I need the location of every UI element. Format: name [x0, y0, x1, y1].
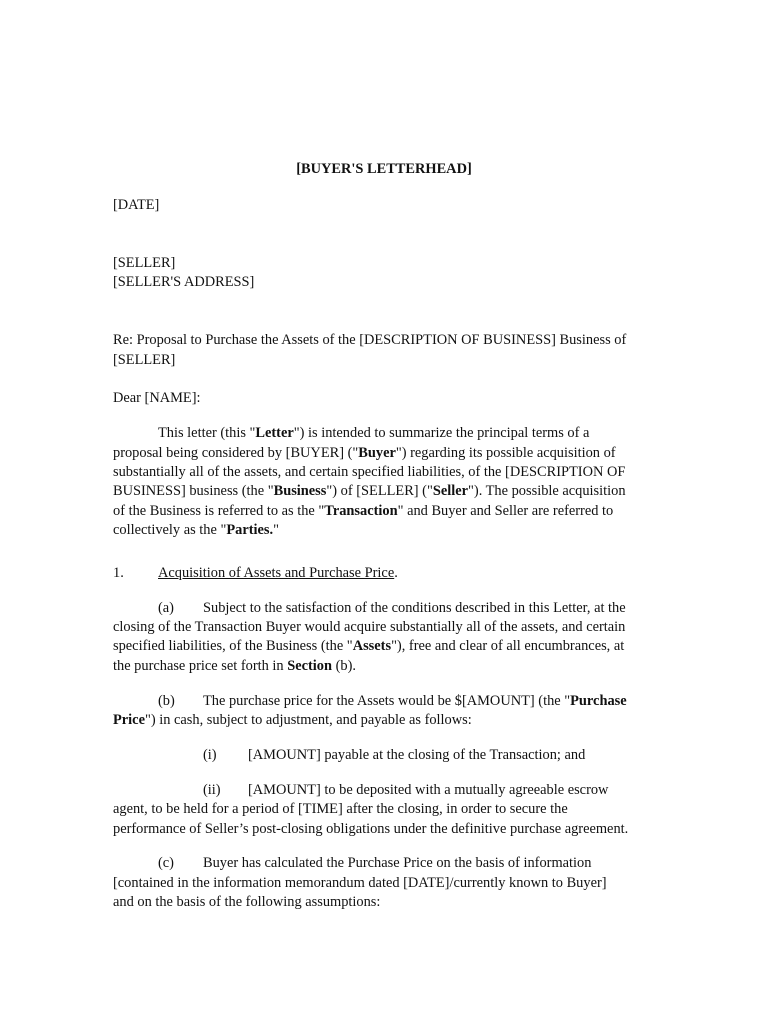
paragraph-b-line: The purchase price for the Assets would be $[AMOUNT] (the "Purchase — [203, 693, 627, 709]
section-number: 1. — [113, 565, 124, 581]
re-line: Re: Proposal to Purchase the Assets of the [DESCRIPTION OF BUSINESS] Business of — [113, 332, 627, 348]
date-line: [DATE] — [113, 197, 160, 213]
paragraph-a-line: the purchase price set forth in Section (b). — [113, 658, 356, 674]
intro-line: proposal being considered by [BUYER] ("Buyer") regarding its possible acquisition of — [113, 445, 616, 461]
letterhead: [BUYER'S LETTERHEAD] — [296, 161, 472, 177]
re-line-continued: [SELLER] — [113, 352, 176, 368]
item-marker: (ii) — [203, 782, 221, 798]
item-ii-line: [AMOUNT] to be deposited with a mutually agreeable escrow — [248, 782, 609, 798]
paragraph-c-line: Buyer has calculated the Purchase Price on the basis of information — [203, 855, 592, 871]
seller-name: [SELLER] — [113, 255, 176, 271]
item-i-text: [AMOUNT] payable at the closing of the Transaction; and — [248, 747, 586, 763]
intro-line: BUSINESS] business (the "Business") of [SELLER] ("Seller"). The possible acquisition — [113, 483, 626, 499]
paragraph-marker: (b) — [158, 693, 175, 709]
item-ii-line: performance of Seller’s post-closing obligations under the definitive purchase agreement. — [113, 821, 629, 837]
seller-address: [SELLER'S ADDRESS] — [113, 274, 255, 290]
intro-line: This letter (this "Letter") is intended to summarize the principal terms of a — [158, 425, 590, 441]
intro-line: collectively as the "Parties." — [113, 522, 279, 538]
item-marker: (i) — [203, 747, 217, 763]
paragraph-a-line: specified liabilities, of the Business (the "Assets"), free and clear of all encumbrances, at — [113, 638, 625, 654]
intro-line: substantially all of the assets, and certain specified liabilities, of the [DESCRIPTION OF — [113, 464, 626, 480]
item-ii-line: agent, to be held for a period of [TIME] after the closing, in order to secure the — [113, 801, 568, 817]
paragraph-c-line: and on the basis of the following assumptions: — [113, 894, 381, 910]
salutation: Dear [NAME]: — [113, 390, 201, 406]
paragraph-marker: (a) — [158, 600, 174, 616]
paragraph-a-line: closing of the Transaction Buyer would acquire substantially all of the assets, and certain — [113, 619, 626, 635]
paragraph-c-line: [contained in the information memorandum dated [DATE]/currently known to Buyer] — [113, 875, 607, 891]
section-heading: Acquisition of Assets and Purchase Price. — [158, 565, 398, 581]
paragraph-a-line: Subject to the satisfaction of the conditions described in this Letter, at the — [203, 600, 626, 616]
paragraph-marker: (c) — [158, 855, 174, 871]
intro-line: of the Business is referred to as the "Transaction" and Buyer and Seller are referred to — [113, 503, 614, 519]
paragraph-b-line: Price") in cash, subject to adjustment, and payable as follows: — [113, 712, 472, 728]
